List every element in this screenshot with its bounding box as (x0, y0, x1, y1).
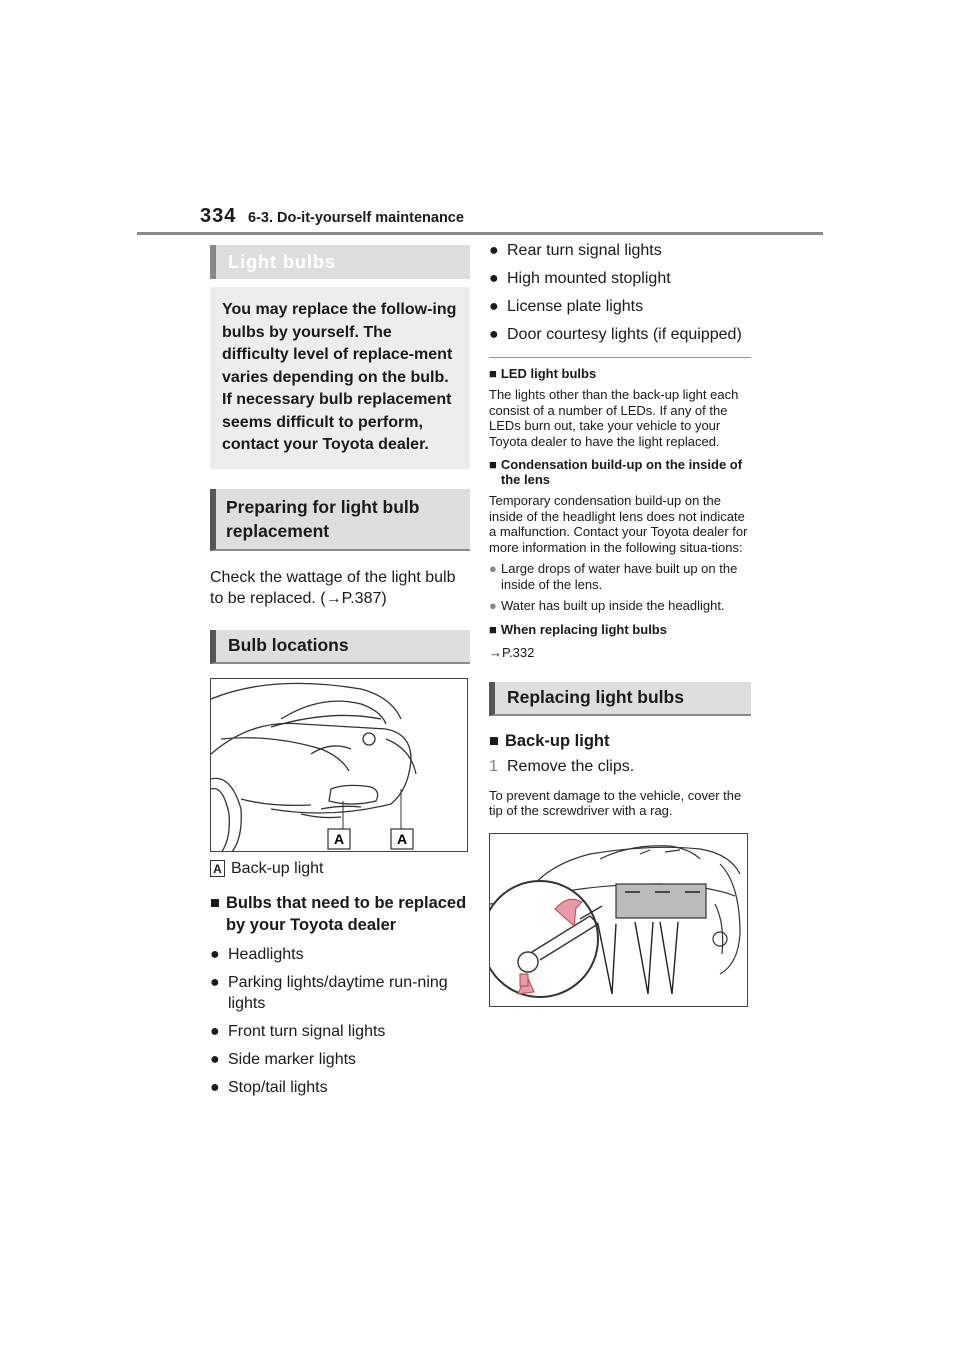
condensation-text: Temporary condensation build-up on the inside of the headlight lens does not indicate a malfunction. Contact your Toyota dealer for more information in the following situa-tions: (489, 493, 748, 555)
list-item: ● License plate lights (489, 298, 644, 315)
square-bullet-icon: ■ (489, 366, 497, 381)
backup-light-heading: ■ Back-up light (489, 731, 610, 750)
led-text: The lights other than the back-up light each consist of a number of LEDs. If any of the LEDs burn out, take your vehicle to your Toyota dealer to have the light replaced. (489, 387, 739, 449)
list-item: ● Side marker lights (210, 1050, 357, 1068)
square-bullet-icon: ■ (489, 457, 497, 472)
bullet-icon: ● (210, 1022, 220, 1040)
intro-box: You may replace the follow-ing bulbs by yourself. The difficulty level of replace-ment varies depending on the bulb. If necessary bulb replacement seems difficult to perform, contact your Toyota dealer. (210, 287, 470, 469)
step-1 (489, 758, 751, 776)
dealer-heading: ■ Bulbs that need to be replaced by your Toyota dealer (210, 893, 467, 934)
zoom-circle (490, 881, 598, 997)
list-item: ● Rear turn signal lights (489, 242, 662, 259)
bullet-icon: ● (489, 326, 499, 343)
callout-letter: A (210, 860, 225, 877)
callout-row (210, 860, 470, 878)
left-column (210, 245, 470, 1105)
clip-removal-figure (489, 833, 748, 1007)
bullet-icon: ● (489, 242, 499, 259)
bulb-location-figure (210, 678, 468, 852)
bullet-icon: ● (489, 270, 499, 287)
bullet-icon: ● (210, 945, 220, 963)
figure-label-a-1: A (333, 830, 345, 847)
bullet-icon: ● (489, 598, 497, 613)
note-divider (489, 357, 751, 358)
when-replacing-heading: ■ When replacing light bulbs (489, 621, 667, 637)
callout-text: Back-up light (231, 859, 324, 877)
header-rule (137, 232, 823, 235)
car-rear-illustration (211, 679, 468, 852)
bulb-locations-heading: Bulb locations (210, 630, 470, 664)
square-bullet-icon: ■ (489, 621, 497, 637)
list-item: ● Front turn signal lights (210, 1022, 386, 1040)
tip-text: To prevent damage to the vehicle, cover the tip of the screwdriver with a rag. (489, 787, 742, 818)
bullet-icon: ● (489, 298, 499, 315)
list-item: ● High mounted stoplight (489, 270, 671, 287)
page-number: 334 (200, 205, 237, 227)
list-item: ● Water has built up inside the headlight. (489, 598, 725, 613)
page-reference: →P.332 (489, 644, 535, 660)
light-bulbs-heading: Light bulbs (210, 245, 470, 279)
bullet-icon: ● (210, 1050, 220, 1068)
bullet-icon: ● (210, 973, 220, 991)
clip-removal-illustration (490, 834, 748, 1007)
list-item: ● Parking lights/daytime run-ning lights (210, 973, 448, 1012)
prep-text: Check the wattage of the light bulb to be replaced. (→P.387) (210, 568, 456, 607)
step-text: Remove the clips. (507, 757, 635, 775)
bumper-panel (616, 884, 706, 918)
list-item: ● Headlights (210, 945, 304, 963)
figure-label-a-2: A (396, 830, 408, 847)
dealer-list-continued (489, 240, 751, 345)
list-item: ● Stop/tail lights (210, 1078, 328, 1096)
prep-heading: Preparing for light bulb replacement (210, 489, 470, 551)
bullet-icon: ● (489, 561, 497, 576)
step-number: 1 (489, 757, 498, 775)
list-item: ● Large drops of water have built up on the inside of the lens. (489, 561, 738, 592)
list-item: ● Door courtesy lights (if equipped) (489, 326, 742, 343)
square-bullet-icon: ■ (210, 893, 220, 912)
right-column (489, 240, 751, 1007)
bullet-icon: ● (210, 1078, 220, 1096)
dealer-list (210, 944, 470, 1098)
replacing-heading: Replacing light bulbs (489, 682, 751, 716)
chapter-title: 6-3. Do-it-yourself maintenance (248, 210, 464, 226)
condensation-heading: ■ Condensation build-up on the inside of the lens (489, 457, 743, 487)
square-bullet-icon: ■ (489, 731, 499, 750)
led-heading: ■ LED light bulbs (489, 366, 597, 381)
